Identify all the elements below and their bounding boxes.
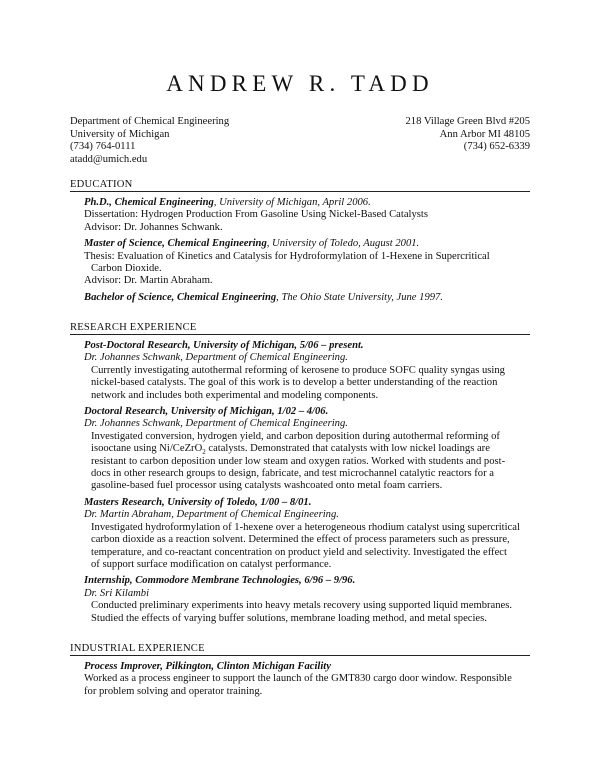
bs-institution: , The Ohio State University, June 1997.	[276, 291, 443, 303]
doctoral-heading: Doctoral Research, University of Michigan, 1/02 – 4/06.	[84, 406, 329, 418]
internship-line: Studied the effects of varying buffer solutions, membrane loading method, and metal species.	[91, 612, 487, 624]
masters-line: carbon dioxide as a reaction solvent. Determined the effect of process parameters such as pressure,	[91, 534, 510, 546]
education-section	[70, 179, 530, 304]
phd-institution: , University of Michigan, April 2006.	[213, 197, 371, 208]
bs-degree: Bachelor of Science, Chemical Engineering	[84, 291, 277, 303]
postdoc-heading: Post-Doctoral Research, University of Michigan, 5/06 – present.	[84, 340, 364, 351]
section-title-industrial: INDUSTRIAL EXPERIENCE	[70, 643, 530, 656]
internship-line: Conducted preliminary experiments into heavy metals recovery using supported liquid membranes.	[91, 600, 512, 612]
postdoc-line: Currently investigating autothermal reforming of kerosene to produce SOFC quality syngas using	[91, 364, 505, 376]
internship-advisor: Dr. Sri Kilambi	[84, 587, 150, 599]
section-title-education: EDUCATION	[70, 179, 530, 192]
internship-heading: Internship, Commodore Membrane Technologies, 6/96 – 9/96.	[84, 575, 356, 587]
doctoral-line: resistant to carbon deposition under low steam and oxygen ratios. Worked with students and post-	[91, 455, 506, 467]
education-ms	[84, 238, 530, 288]
industrial-pilkington	[84, 661, 530, 698]
doctoral-line-catalyst: isooctane using Ni/CeZrO$_2$ catalysts. Demonstrated that catalysts with low nickel loadings are	[91, 443, 490, 457]
masters-heading: Masters Research, University of Toledo, 1/00 – 8/01.	[84, 496, 312, 508]
applicant-name: ANDREW R. TADD	[166, 71, 434, 96]
postdoc-advisor: Dr. Johannes Schwank, Department of Chemical Engineering.	[84, 352, 348, 364]
phd-degree: Ph.D., Chemical Engineering	[84, 197, 214, 208]
contact-home-phone: (734) 652-6339	[463, 141, 530, 152]
education-phd	[84, 197, 530, 234]
pilkington-line: for problem solving and operator training.	[84, 685, 263, 697]
ms-institution: , University of Toledo, August 2001.	[266, 238, 420, 250]
research-doctoral	[84, 406, 530, 493]
doctoral-line: docs in other research groups to design, fabricate, and test microchannel catalytic reactors for a	[91, 468, 494, 480]
postdoc-line: network and includes both experimental and modeling components.	[91, 389, 379, 401]
contact-office-phone: (734) 764-0111	[70, 141, 136, 152]
research-postdoc	[84, 340, 530, 402]
masters-line: of support surface modification on catalyst performance.	[91, 558, 332, 570]
pilkington-heading: Process Improver, Pilkington, Clinton Michigan Facility	[84, 661, 331, 672]
research-section	[70, 322, 530, 625]
contact-block	[70, 116, 530, 166]
research-internship	[84, 575, 530, 625]
ms-thesis: Thesis: Evaluation of Kinetics and Catalysis for Hydroformylation of 1-Hexene in Supercritical	[84, 250, 490, 262]
phd-dissertation: Dissertation: Hydrogen Production From Gasoline Using Nickel-Based Catalysts	[84, 209, 428, 221]
doctoral-line: gasoline-based fuel processor using catalysts washcoated onto metal foam carriers.	[91, 480, 443, 492]
masters-line: temperature, and co-reactant concentration on product yield and selectivity. Investigated the effect	[91, 546, 507, 558]
doctoral-advisor: Dr. Johannes Schwank, Department of Chemical Engineering.	[84, 418, 348, 430]
masters-line: Investigated hydroformylation of 1-hexene over a heterogeneous rhodium catalyst using supercritical	[91, 521, 520, 533]
ms-advisor: Advisor: Dr. Martin Abraham.	[84, 275, 213, 287]
section-title-research: RESEARCH EXPERIENCE	[70, 322, 530, 335]
pilkington-line: Worked as a process engineer to support the launch of the GMT830 cargo door window. Responsible	[84, 673, 512, 685]
research-masters	[84, 497, 530, 571]
postdoc-line: nickel-based catalysts. The goal of this work is to develop a better understanding of the reaction	[91, 377, 498, 389]
contact-email[interactable]: atadd@umich.edu	[70, 153, 148, 165]
doctoral-line: Investigated conversion, hydrogen yield, and carbon deposition during autothermal reforming of	[91, 430, 500, 442]
education-bs	[84, 292, 530, 304]
contact-department: Department of Chemical Engineering	[70, 116, 230, 127]
contact-university: University of Michigan	[70, 128, 170, 140]
contact-street: 218 Village Green Blvd #205	[405, 116, 530, 127]
masters-advisor: Dr. Martin Abraham, Department of Chemical Engineering.	[84, 509, 339, 521]
contact-city: Ann Arbor MI 48105	[439, 128, 530, 140]
ms-thesis-cont: Carbon Dioxide.	[91, 263, 162, 275]
industrial-section	[70, 643, 530, 698]
phd-advisor: Advisor: Dr. Johannes Schwank.	[84, 221, 223, 233]
ms-degree: Master of Science, Chemical Engineering	[84, 238, 267, 250]
